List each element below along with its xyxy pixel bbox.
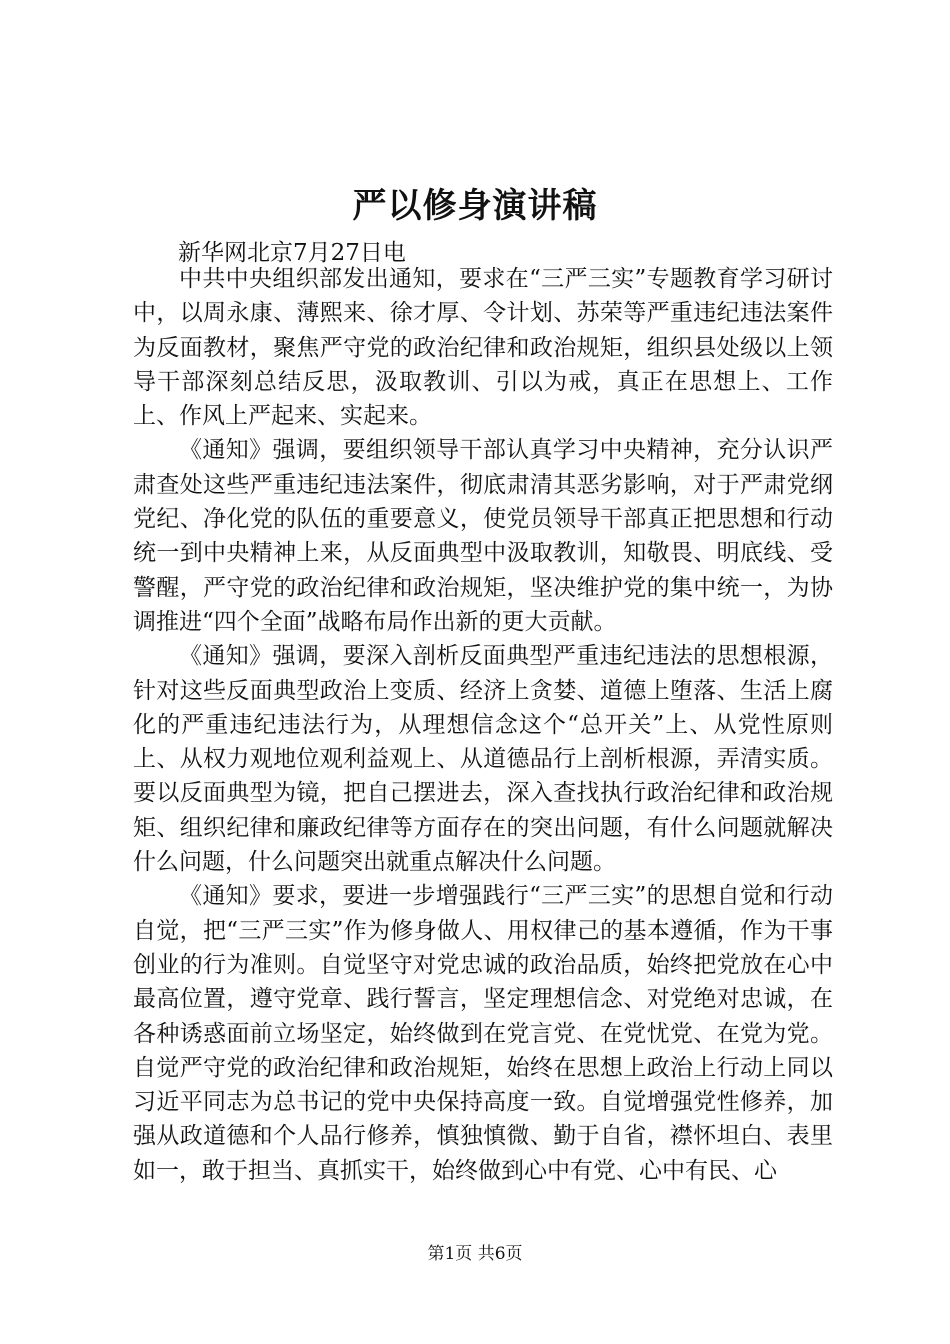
paragraph: 《通知》强调，要组织领导干部认真学习中央精神，充分认识严肃查处这些严重违纪违法案件，彻底肃清其恶劣影响，对于严肃党纲党纪、净化党的队伍的重要意义，使党员领导干部真正把思想和行动统一到中央精神上来，从反面典型中汲取教训，知敬畏、明底线、受警醒，严守党的政治纪律和政治规矩，坚决维护党的集中统一，为协调推进“四个全面”战略布局作出新的更大贡献。	[133, 437, 833, 635]
document-body	[133, 262, 833, 1188]
page-number-footer: 第1页 共6页	[427, 1244, 523, 1264]
dateline: 新华网北京7月27日电	[178, 240, 406, 266]
paragraph: 《通知》强调，要深入剖析反面典型严重违纪违法的思想根源，针对这些反面典型政治上变质、经济上贪婪、道德上堕落、生活上腐化的严重违纪违法行为，从理想信念这个“总开关”上、从党性原则上、从权力观地位观利益观上、从道德品行上剖析根源，弄清实质。要以反面典型为镜，把自己摆进去，深入查找执行政治纪律和政治规矩、组织纪律和廉政纪律等方面存在的突出问题，有什么问题就解决什么问题，什么问题突出就重点解决什么问题。	[133, 643, 833, 876]
document-title: 严以修身演讲稿	[352, 186, 598, 226]
paragraph: 中共中央组织部发出通知，要求在“三严三实”专题教育学习研讨中，以周永康、薄熙来、徐才厚、令计划、苏荣等严重违纪违法案件为反面教材，聚焦严守党的政治纪律和政治规矩，组织县处级以上领导干部深刻总结反思，汲取教训、引以为戒，真正在思想上、工作上、作风上严起来、实起来。	[133, 266, 833, 430]
paragraph: 《通知》要求，要进一步增强践行“三严三实”的思想自觉和行动自觉，把“三严三实”作为修身做人、用权律己的基本遵循，作为干事创业的行为准则。自觉坚守对党忠诚的政治品质，始终把党放在心中最高位置，遵守党章、践行誓言，坚定理想信念、对党绝对忠诚，在各种诱惑面前立场坚定，始终做到在党言党、在党忧党、在党为党。自觉严守党的政治纪律和政治规矩，始终在思想上政治上行动上同以习近平同志为总书记的党中央保持高度一致。自觉增强党性修养，加强从政道德和个人品行修养，慎独慎微、勤于自省，襟怀坦白、表里如一，敢于担当、真抓实干，始终做到心中有党、心中有民、心	[133, 883, 833, 1184]
